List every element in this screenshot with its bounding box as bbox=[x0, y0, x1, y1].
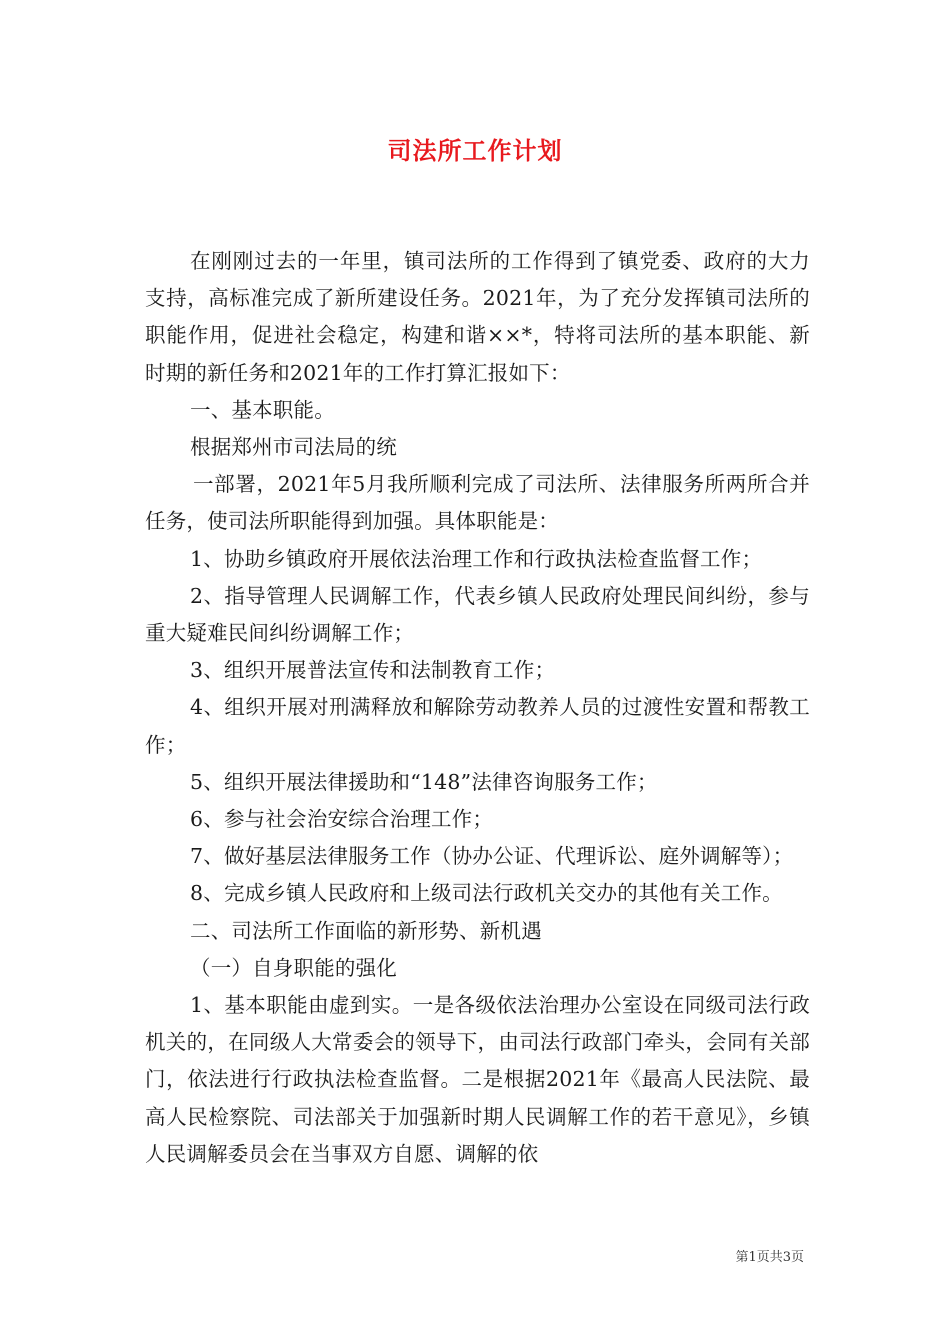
paragraph-intro: 在刚刚过去的一年里，镇司法所的工作得到了镇党委、政府的大力支持，高标准完成了新所建设任务。2021年，为了充分发挥镇司法所的职能作用，促进社会稳定，构建和谐××*，特将司法所的基本职能、新时期的新任务和2021年的工作打算汇报如下： bbox=[145, 249, 810, 385]
paragraph-function-detail: 1、基本职能由虚到实。一是各级依法治理办公室设在同级司法行政机关的，在同级人大常委会的领导下，由司法行政部门牵头，会同有关部门，依法进行行政执法检查监督。二是根据2021年《最高人民法院、最高人民检察院、司法部关于加强新时期人民调解工作的若干意见》，乡镇人民调解委员会在当事双方自愿、调解的依 bbox=[145, 993, 810, 1166]
list-item-4: 4、组织开展对刑满释放和解除劳动教养人员的过渡性安置和帮教工作； bbox=[145, 695, 810, 757]
subheading-function-strengthening: （一）自身职能的强化 bbox=[190, 955, 397, 980]
document-title: 司法所工作计划 bbox=[387, 137, 563, 165]
document-body bbox=[145, 243, 810, 1173]
paragraph-basis: 根据郑州市司法局的统 bbox=[190, 435, 397, 460]
list-item-7: 7、做好基层法律服务工作（协办公证、代理诉讼、庭外调解等）； bbox=[190, 844, 794, 869]
paragraph-deployment: 一部署，2021年5月我所顺利完成了司法所、法律服务所两所合并任务，使司法所职能得到加强。具体职能是： bbox=[145, 472, 810, 534]
list-item-6: 6、参与社会治安综合治理工作； bbox=[190, 807, 494, 832]
list-item-5: 5、组织开展法律援助和“148”法律咨询服务工作； bbox=[190, 769, 658, 794]
heading-new-situation: 二、司法所工作面临的新形势、新机遇 bbox=[190, 918, 542, 943]
list-item-1: 1、协助乡镇政府开展依法治理工作和行政执法检查监督工作； bbox=[190, 546, 763, 571]
list-item-8: 8、完成乡镇人民政府和上级司法行政机关交办的其他有关工作。 bbox=[190, 881, 783, 906]
list-item-2: 2、指导管理人民调解工作，代表乡镇人民政府处理民间纠纷，参与重大疑难民间纠纷调解工作； bbox=[145, 583, 810, 646]
heading-basic-functions: 一、基本职能。 bbox=[190, 397, 335, 422]
page-number: 第1页共3页 bbox=[735, 1250, 804, 1265]
list-item-3: 3、组织开展普法宣传和法制教育工作； bbox=[190, 658, 556, 683]
